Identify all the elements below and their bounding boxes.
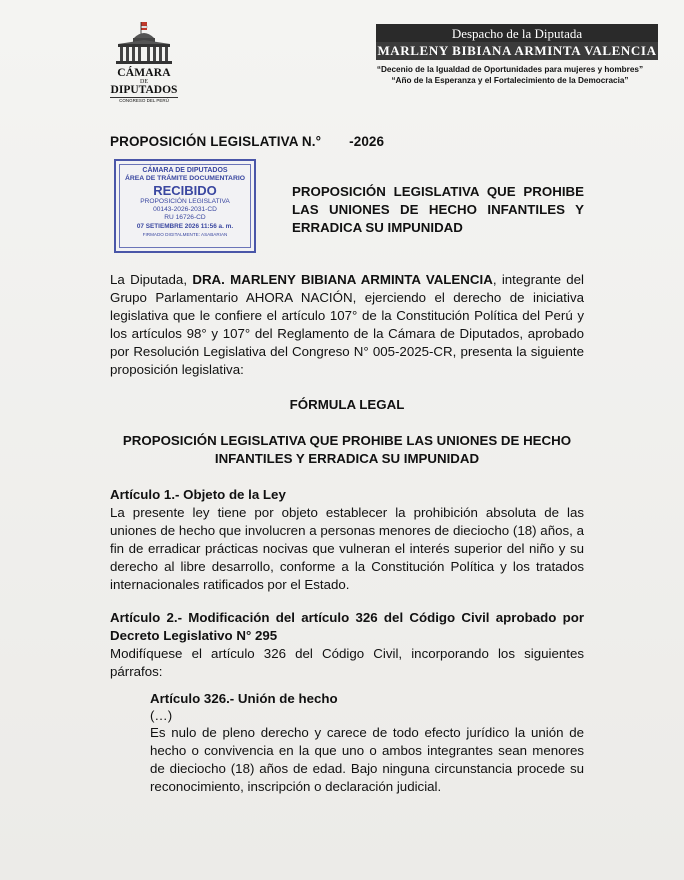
proposal-heading-number: -2026 [349,134,385,149]
law-title-line-2: INFANTILES Y ERRADICA SU IMPUNIDAD [214,451,480,466]
stamp-datetime: 07 SETIEMBRE 2026 11:56 a. m. [136,223,234,230]
proposal-title: PROPOSICIÓN LEGISLATIVA QUE PROHIBE LAS UNIONES DE HECHO INFANTILES Y ERRADICA SU IMPUNIDAD [292,184,584,235]
law-title [110,432,584,468]
intro-paragraph [110,271,584,379]
stamp-line-area: ÁREA DE TRÁMITE DOCUMENTARIO [124,175,246,182]
stamp-line-ru: RU 16726-CD [164,214,206,221]
stamp-signature: FIRMADO DIGITALMENTE: ASABARIAN [142,231,228,237]
formula-legal-heading: FÓRMULA LEGAL [289,397,405,412]
intro-prefix: La Diputada, [110,272,193,287]
decenio-line: “Decenio de la Igualdad de Oportunidades para mujeres y hombres” [376,65,644,74]
article-1-heading: Artículo 1.- Objeto de la Ley [110,487,286,502]
stamp-line-code: 00143-2026-2031-CD [153,206,217,213]
stamp-status: RECIBIDO [153,183,217,198]
article-1-body: La presente ley tiene por objeto establecer la prohibición absoluta de las uniones de hecho que involucren a personas menores de dieciocho (18) años, a fin de erradicar prácticas nocivas que vulneran el interés superior del niño y su derecho al libre desarrollo, conforme a la Constitución Política y los tratados internacionales ratificados por el Estado. [110,505,584,592]
stamp-inner [119,164,251,248]
intro-name: DRA. MARLENY BIBIANA ARMINTA VALENCIA [192,272,493,287]
article-326-heading: Artículo 326.- Unión de hecho [150,691,338,706]
proposal-heading [110,134,384,149]
office-banner [376,24,658,60]
camara-logo [104,22,184,104]
proposal-heading-label: PROPOSICIÓN LEGISLATIVA N.° [110,134,322,149]
article-2-heading: Artículo 2.- Modificación del artículo 326 del Código Civil aprobado por Decreto Legislativo N° 295 [110,610,584,643]
stamp-line-camara: CÁMARA DE DIPUTADOS [142,167,228,174]
law-title-line-1: PROPOSICIÓN LEGISLATIVA QUE PROHIBE LAS UNIONES DE HECHO [122,433,572,448]
stamp-line-proposicion: PROPOSICIÓN LEGISLATIVA [140,198,230,205]
office-title: Despacho de la Diputada [376,24,658,42]
decade-motto [360,64,660,86]
anio-line: “Año de la Esperanza y el Fortalecimiento de la Democracia” [391,76,629,85]
logo-line-diputados: DIPUTADOS [110,84,178,96]
logo-line-de: DE [140,79,148,85]
article-326-ellipsis: (…) [150,708,173,723]
logo-line-camara: CÁMARA [117,67,171,79]
logo-line-congreso: CONGRESO DEL PERÚ [110,97,178,104]
article-326-body: Es nulo de pleno derecho y carece de todo efecto jurídico la unión de hecho o convivencia en la que uno o ambos integrantes sean menores de dieciocho (18) años de edad. Bajo ninguna circunstancia procede su reconocimiento, inscripción o declaración judicial. [150,725,584,794]
office-name: MARLENY BIBIANA ARMINTA VALENCIA [377,43,657,58]
intro-rest: , integrante del Grupo Parlamentario AHORA NACIÓN, ejerciendo el derecho de iniciativa legislativa que le confiere el artículo 107° de la Constitución Política del Perú y los artículos 98° y 107° del Reglamento de la Cámara de Diputados, aprobado por Resolución Legislativa del Congreso N° 005-2025-CR, presenta la siguiente proposición legislativa: [110,272,585,377]
received-stamp [114,159,256,253]
congress-building-icon [114,22,174,66]
article-2-body: Modifíquese el artículo 326 del Código Civil, incorporando los siguientes párrafos: [110,646,584,679]
